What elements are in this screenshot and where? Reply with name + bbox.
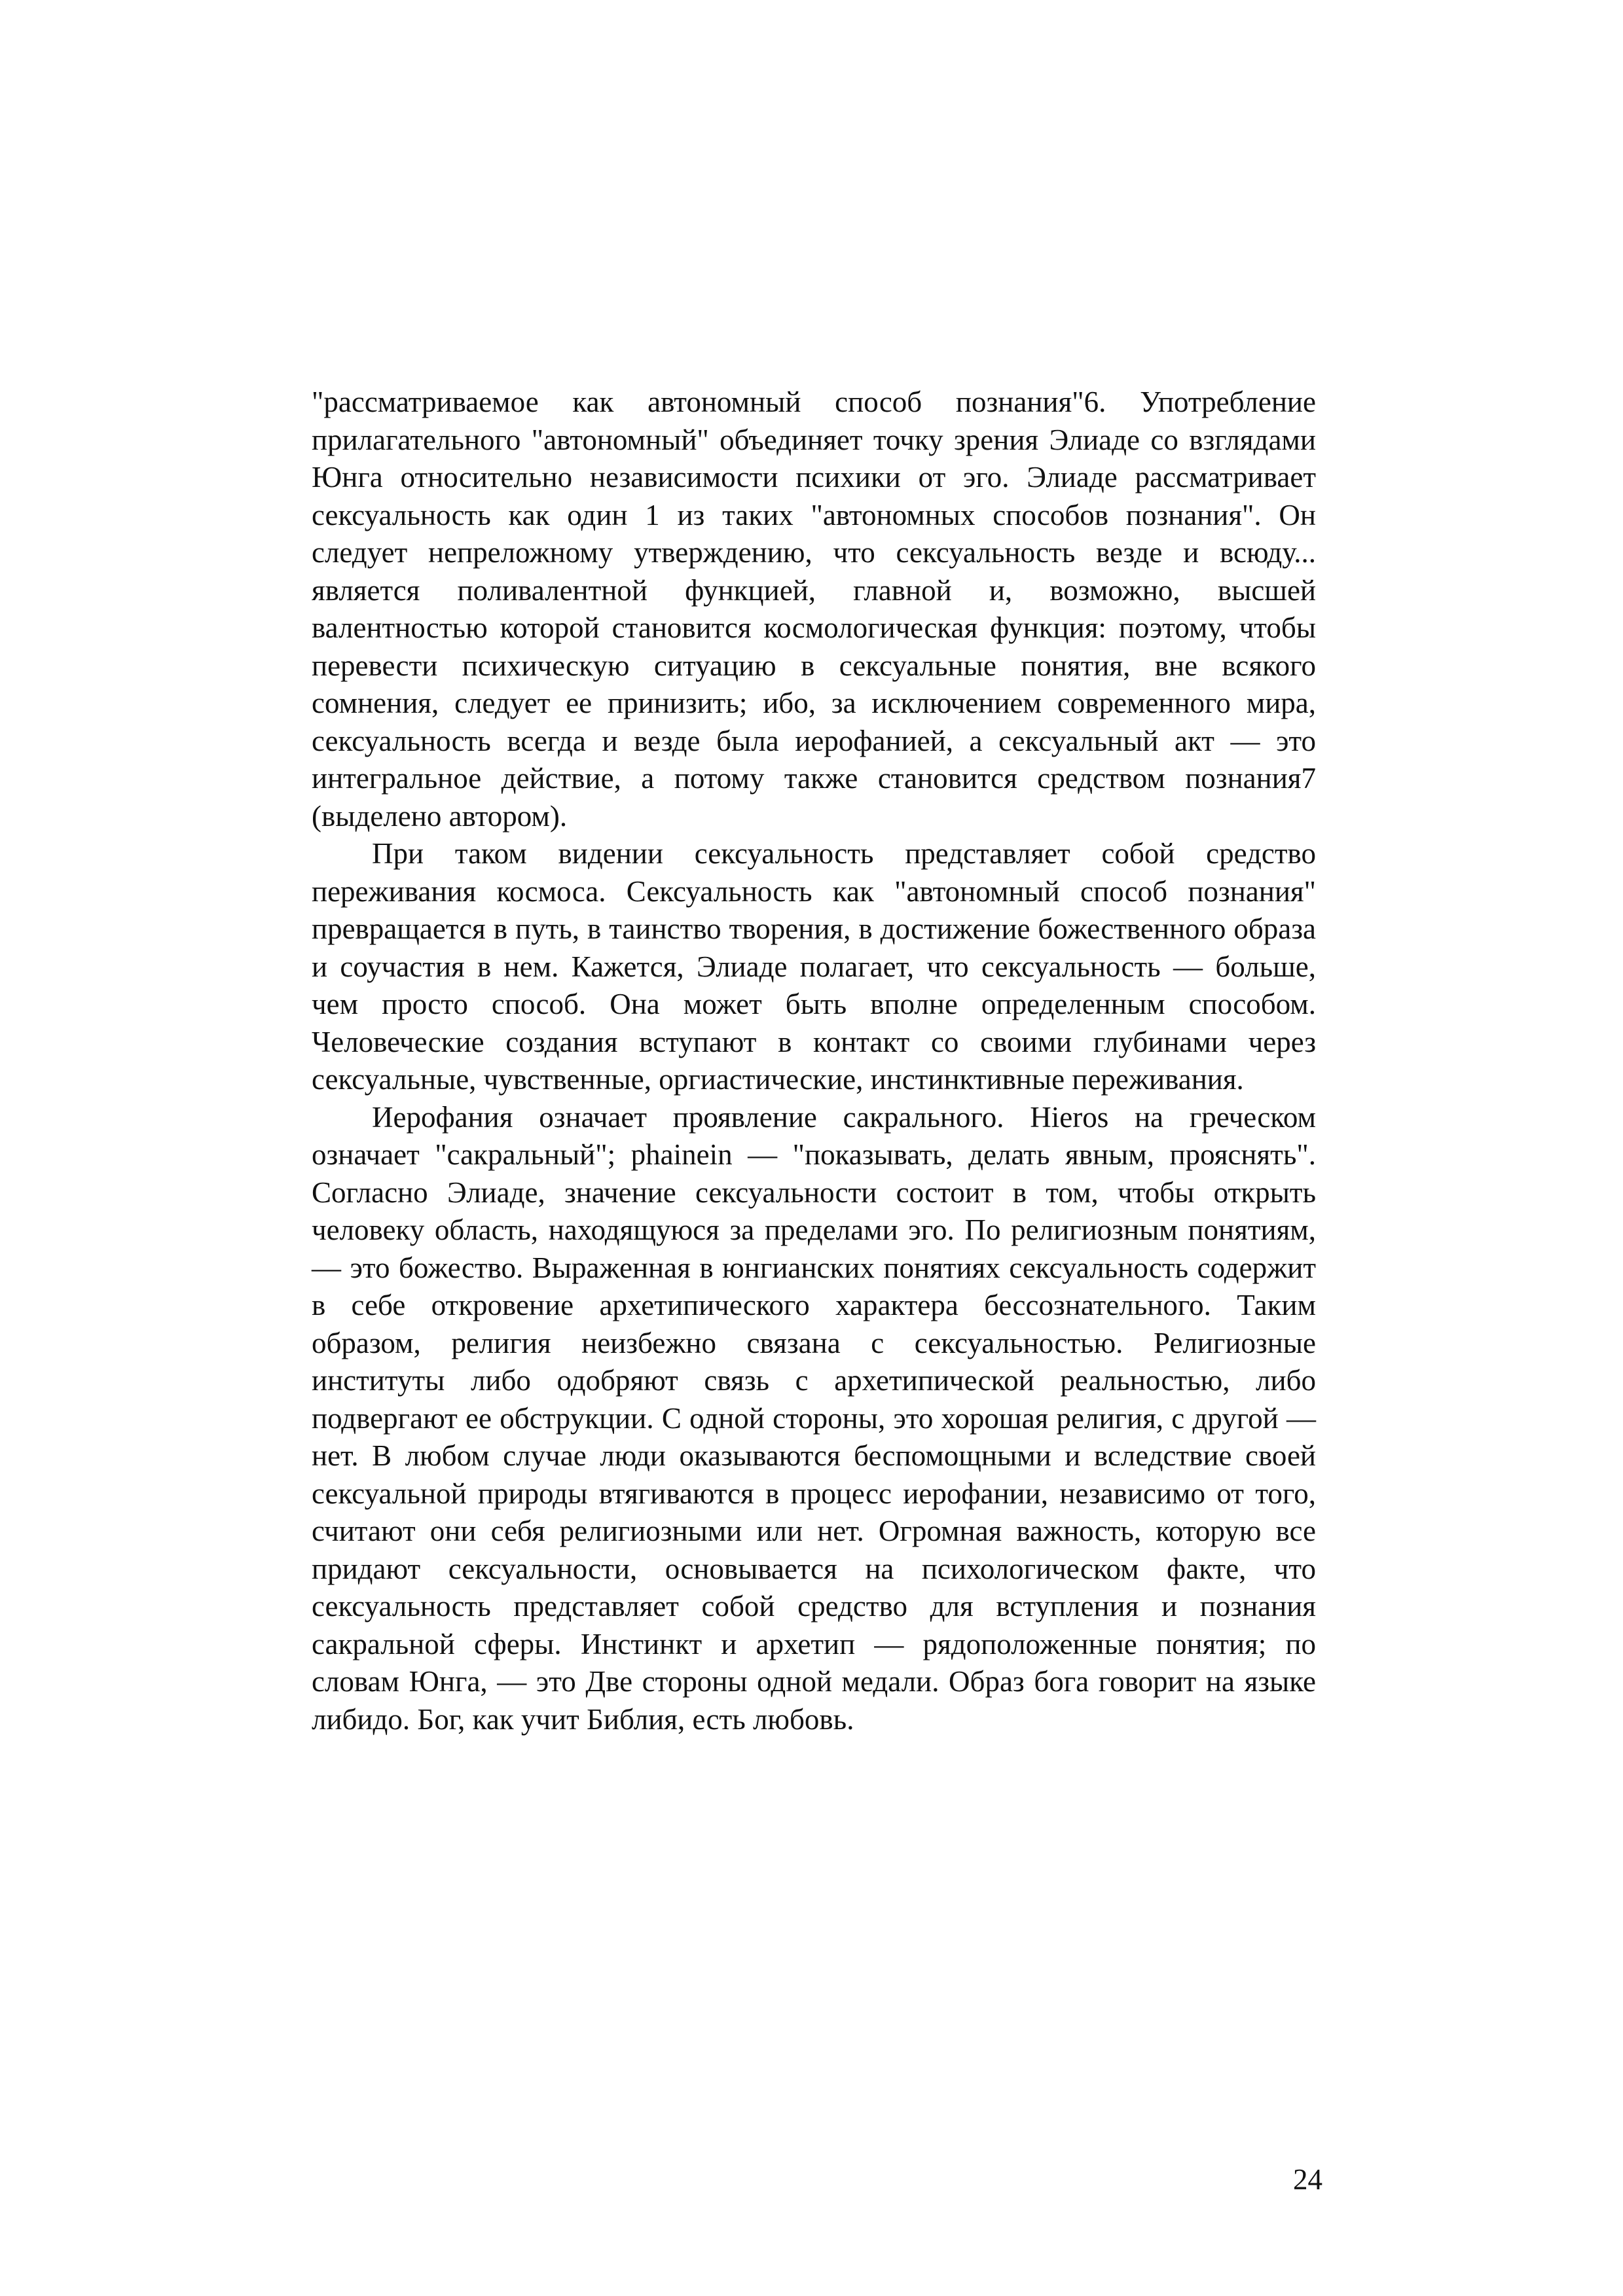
paragraph-1: "рассматриваемое как автономный способ познания"6. Употребление прилагательного "автономный" объединяет точку зрения Элиаде со взглядами Юнга относительно независимости психики от эго. Элиаде рассматривает сексуальность как один 1 из таких "автономных способов познания". Он следует непреложному утверждению, что сексуальность везде и всюду... является поливалентной функцией, главной и, возможно, высшей валентностью которой становится космологическая функция: поэтому, чтобы перевести психическую ситуацию в сексуальные понятия, вне всякого сомнения, следует ее принизить; ибо, за исключением современного мира, сексуальность всегда и везде была иерофанией, а сексуальный акт — это интегральное действие, а потому также становится средством познания7 (выделено автором). [312, 386, 1316, 833]
paragraph-3: Иерофания означает проявление сакрального. Hieros на греческом означает "сакральный"; phainein — "показывать, делать явным, прояснять". Согласно Элиаде, значение сексуальности состоит в том, чтобы открыть человеку область, находящуюся за пределами эго. По религиозным понятиям, — это божество. Выраженная в юнгианских понятиях сексуальность содержит в себе откровение архетипического характера бессознательного. Таким образом, религия неизбежно связана с сексуальностью. Религиозные институты либо одобряют связь с архетипической реальностью, либо подвергают ее обструкции. С одной стороны, это хорошая религия, с другой — нет. В любом случае люди оказываются беспомощными и вследствие своей сексуальной природы втягиваются в процесс иерофании, независимо от того, считают они себя религиозными или нет. Огромная важность, которую все придают сексуальности, основывается на психологическом факте, что сексуальность представляет собой средство для вступления и познания сакральной сферы. Инстинкт и архетип — рядоположенные понятия; по словам Юнга, — это Две стороны одной медали. Образ бога говорит на языке либидо. Бог, как учит Библия, есть любовь. [312, 1100, 1316, 1736]
page-number: 24 [1293, 2163, 1322, 2196]
paragraph-2: При таком видении сексуальность представляет собой средство переживания космоса. Сексуальность как "автономный способ познания" превращается в путь, в таинство творения, в достижение божественного образа и соучастия в нем. Кажется, Элиаде полагает, что сексуальность — больше, чем просто способ. Она может быть вполне определенным способом. Человеческие создания вступают в контакт со своими глубинами через сексуальные, чувственные, оргиастические, инстинктивные переживания. [312, 837, 1316, 1096]
body-text [312, 384, 1316, 1738]
